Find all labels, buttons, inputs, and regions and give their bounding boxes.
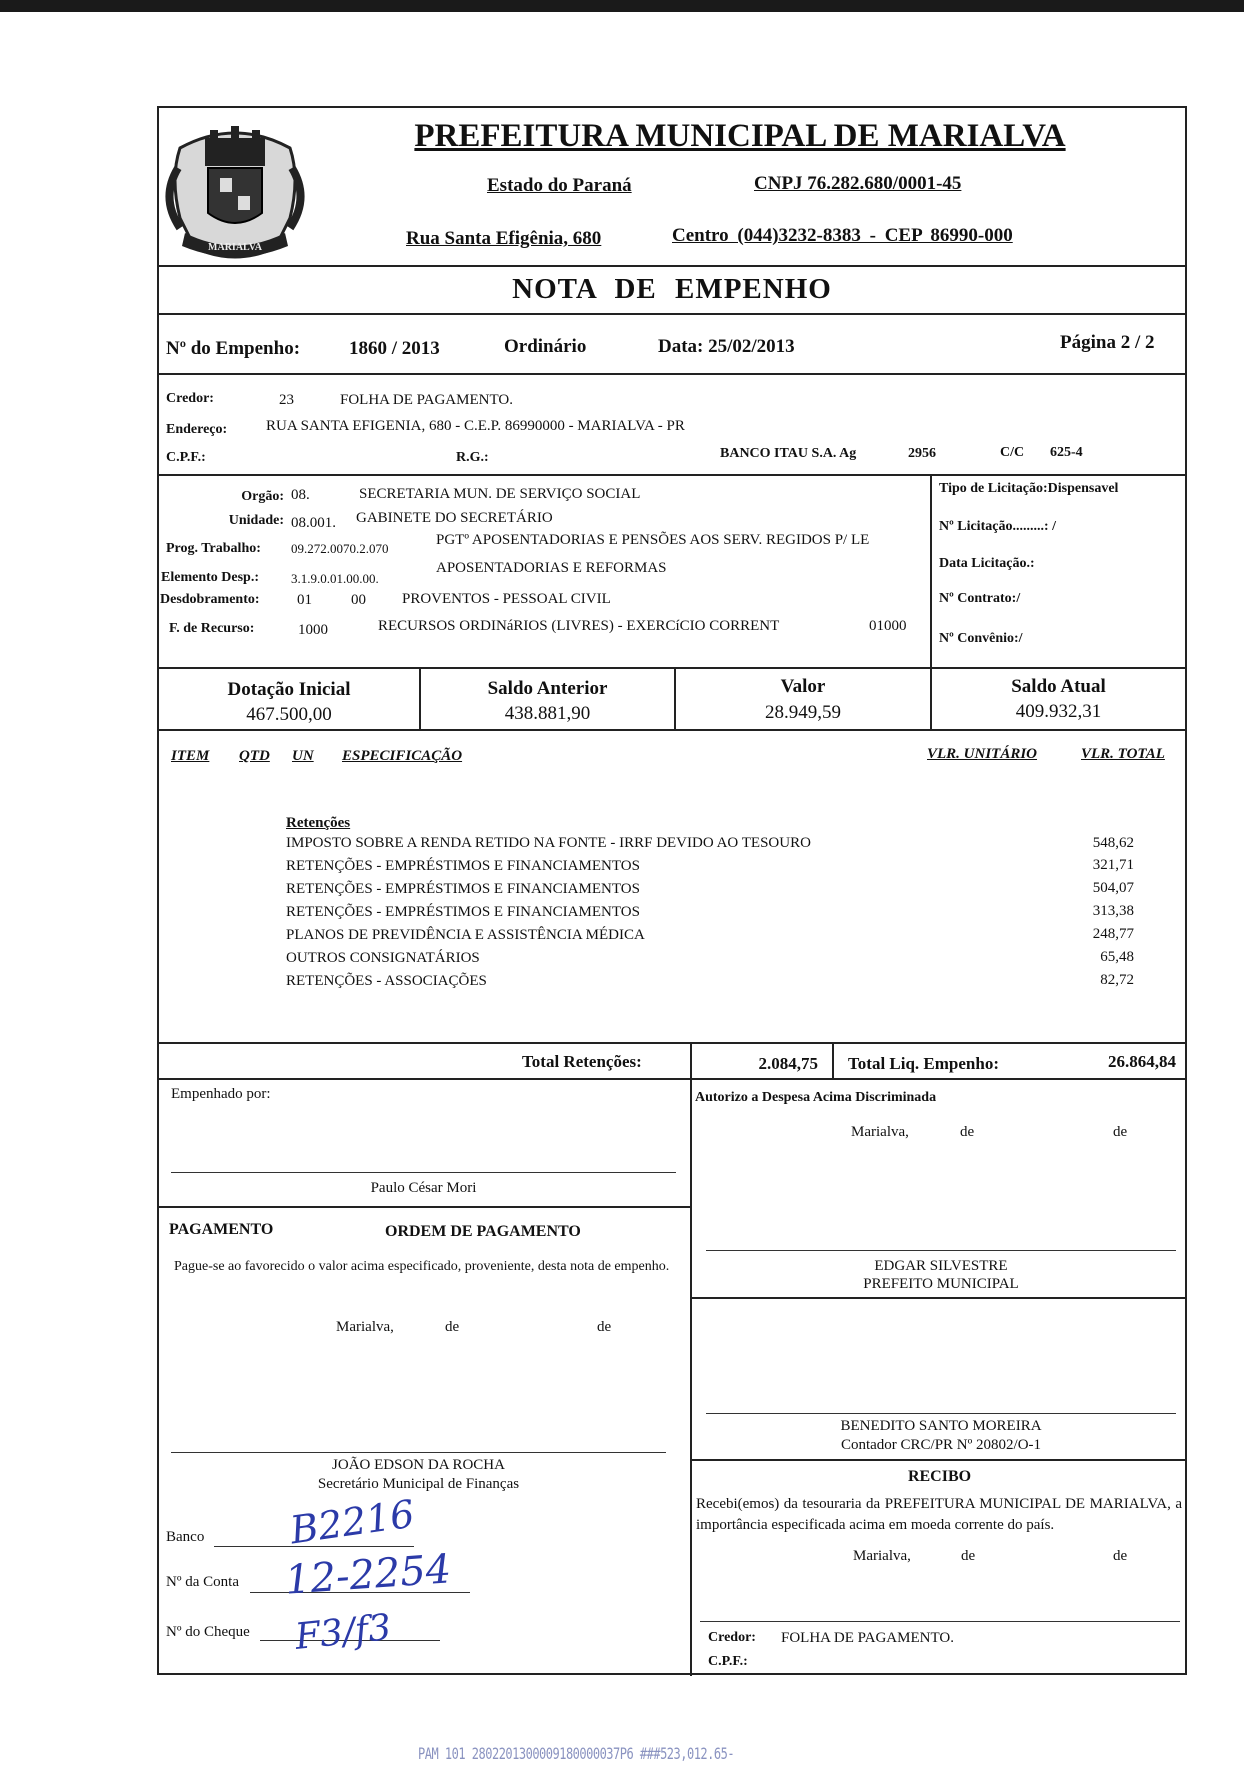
unidade-code: 08.001. — [291, 515, 336, 531]
pagamento-label: PAGAMENTO — [169, 1221, 274, 1238]
prefeito-title: PREFEITO MUNICIPAL — [863, 1276, 1019, 1292]
licitacao-convenio: Nº Convênio:/ — [939, 631, 1023, 646]
recibo-credor-name: FOLHA DE PAGAMENTO. — [781, 1630, 954, 1646]
desdobramento-label: Desdobramento: — [160, 592, 260, 607]
list-item: IMPOSTO SOBRE A RENDA RETIDO NA FONTE - IRRF DEVIDO AO TESOURO — [286, 835, 811, 851]
list-item-value: 321,71 — [1092, 857, 1134, 873]
recibo-title: RECIBO — [907, 1468, 972, 1485]
header-cnpj: CNPJ 76.282.680/0001-45 — [754, 173, 962, 194]
cpf-label: C.P.F.: — [166, 450, 206, 465]
page-number: Página 2 / 2 — [1060, 332, 1155, 353]
header-state: Estado do Paraná — [487, 175, 632, 196]
list-item-value: 313,38 — [1092, 903, 1134, 919]
secretario-name: JOÃO EDSON DA ROCHA — [332, 1457, 505, 1473]
empenho-type: Ordinário — [504, 336, 587, 357]
list-item: RETENÇÕES - EMPRÉSTIMOS E FINANCIAMENTOS — [286, 881, 640, 897]
orgao-code: 08. — [291, 487, 310, 503]
total-liquido-value: 26.864,84 — [1108, 1052, 1176, 1071]
saldo-atual-label: Saldo Atual — [1011, 676, 1106, 697]
list-item: RETENÇÕES - EMPRÉSTIMOS E FINANCIAMENTOS — [286, 858, 640, 874]
prog-desc: PGTº APOSENTADORIAS E PENSÕES AOS SERV. REGIDOS P/ LE — [436, 532, 870, 548]
prog-code: 09.272.0070.2.070 — [291, 541, 389, 556]
list-item-value: 548,62 — [1092, 835, 1134, 851]
recurso-desc: RECURSOS ORDINáRIOS (LIVRES) - EXERCíCIO CORRENT — [378, 618, 780, 634]
footer-code: PAM 101 2802201300009180000037P6 ###523,012.65- — [418, 1744, 735, 1764]
seal-text: MARIALVA — [208, 242, 262, 253]
rg-label: R.G.: — [456, 450, 489, 465]
autorizo-de1: de — [960, 1124, 975, 1140]
dotacao-label: Dotação Inicial — [227, 679, 351, 700]
list-item: RETENÇÕES - ASSOCIAÇÕES — [286, 973, 487, 989]
recurso-code: 1000 — [298, 622, 328, 638]
coat-of-arms-icon — [160, 108, 310, 268]
autorizo-text: Autorizo a Despesa Acima Discriminada — [695, 1090, 937, 1105]
col-especificacao: ESPECIFICAÇÃO — [342, 748, 463, 764]
credor-label: Credor: — [166, 391, 214, 406]
cc-label: C/C — [1000, 445, 1025, 460]
valor-label: Valor — [780, 676, 826, 697]
dotacao-value: 467.500,00 — [246, 704, 332, 725]
list-item: RETENÇÕES - EMPRÉSTIMOS E FINANCIAMENTOS — [286, 904, 640, 920]
empenho-label: Nº do Empenho: — [166, 338, 301, 359]
pagamento-text: Pague-se ao favorecido o valor acima especificado, proveniente, desta nota de empenho. — [174, 1259, 670, 1274]
saldo-atual-value: 409.932,31 — [1015, 701, 1102, 722]
col-un: UN — [292, 748, 314, 764]
retencoes-title: Retenções — [286, 815, 351, 831]
elemento-code: 3.1.9.0.01.00.00. — [291, 571, 379, 586]
saldo-anterior-label: Saldo Anterior — [487, 678, 608, 699]
secretario-title: Secretário Municipal de Finanças — [317, 1476, 520, 1492]
elemento-desc: APOSENTADORIAS E REFORMAS — [436, 560, 667, 576]
recibo-credor-label: Credor: — [708, 1630, 756, 1645]
cc-number: 625-4 — [1050, 445, 1083, 460]
banco-label: Banco — [166, 1529, 205, 1545]
licitacao-contrato: Nº Contrato:/ — [939, 591, 1021, 606]
header-address: Rua Santa Efigênia, 680 — [406, 228, 602, 249]
licitacao-data: Data Licitação.: — [939, 556, 1035, 571]
orgao-desc: SECRETARIA MUN. DE SERVIÇO SOCIAL — [359, 486, 641, 502]
contador-title: Contador CRC/PR Nº 20802/O-1 — [840, 1437, 1042, 1453]
list-item: OUTROS CONSIGNATÁRIOS — [286, 950, 480, 966]
total-liquido-label: Total Liq. Empenho: — [848, 1054, 999, 1073]
scan-edge — [0, 0, 1244, 12]
elemento-label: Elemento Desp.: — [161, 570, 259, 585]
conta-handwritten: 12-2254 — [283, 1546, 453, 1604]
ordem-pagamento-label: ORDEM DE PAGAMENTO — [385, 1223, 581, 1240]
recibo-cpf-label: C.P.F.: — [708, 1654, 748, 1669]
unidade-desc: GABINETE DO SECRETÁRIO — [356, 510, 553, 526]
pagamento-de1: de — [445, 1319, 460, 1335]
bank-agency: 2956 — [908, 446, 936, 461]
desdobramento-code2: 00 — [351, 592, 366, 608]
autorizo-place: Marialva, — [851, 1124, 909, 1140]
col-vlr-total: VLR. TOTAL — [1081, 746, 1165, 762]
desdobramento-code1: 01 — [297, 592, 312, 608]
cheque-label: Nº do Cheque — [166, 1624, 250, 1640]
endereco-label: Endereço: — [166, 422, 228, 437]
desdobramento-desc: PROVENTOS - PESSOAL CIVIL — [402, 591, 611, 607]
total-retencoes-value: 2.084,75 — [758, 1054, 818, 1073]
prefeito-name: EDGAR SILVESTRE — [874, 1258, 1008, 1274]
col-qtd: QTD — [239, 748, 270, 764]
pagamento-de2: de — [597, 1319, 612, 1335]
header-contact: Centro (044)3232-8383 - CEP 86990-000 — [672, 225, 1013, 246]
page-title: PREFEITURA MUNICIPAL DE MARIALVA — [414, 118, 1066, 154]
prog-label: Prog. Trabalho: — [166, 541, 261, 556]
credor-address: RUA SANTA EFIGENIA, 680 - C.E.P. 86990000 - MARIALVA - PR — [266, 418, 685, 434]
recibo-de1: de — [961, 1548, 976, 1564]
empenhado-label: Empenhado por: — [171, 1086, 271, 1102]
conta-label: Nº da Conta — [166, 1574, 239, 1590]
recibo-place: Marialva, — [853, 1548, 911, 1564]
autorizo-de2: de — [1113, 1124, 1128, 1140]
pagamento-place: Marialva, — [336, 1319, 394, 1335]
col-vlr-unitario: VLR. UNITÁRIO — [927, 746, 1038, 762]
bank-name: BANCO ITAU S.A. Ag — [720, 446, 857, 461]
licitacao-numero: Nº Licitação.........: / — [939, 519, 1056, 534]
list-item-value: 248,77 — [1092, 926, 1134, 942]
saldo-anterior-value: 438.881,90 — [504, 703, 591, 724]
empenhado-name: Paulo César Mori — [370, 1180, 477, 1196]
list-item-value: 82,72 — [1100, 972, 1134, 988]
recibo-de2: de — [1113, 1548, 1128, 1564]
list-item-value: 504,07 — [1092, 880, 1134, 896]
valor-value: 28.949,59 — [765, 702, 841, 723]
total-retencoes-label: Total Retenções: — [522, 1052, 642, 1071]
list-item: PLANOS DE PREVIDÊNCIA E ASSISTÊNCIA MÉDICA — [286, 927, 645, 943]
contador-name: BENEDITO SANTO MOREIRA — [840, 1418, 1042, 1434]
unidade-label: Unidade: — [228, 513, 284, 528]
banco-handwritten: B2216 — [287, 1491, 418, 1553]
recurso-label: F. de Recurso: — [169, 621, 255, 636]
recibo-text: Recebi(emos) da tesouraria da PREFEITURA MUNICIPAL DE MARIALVA, a importância especificada acima em moeda corrente do país. — [696, 1496, 1182, 1533]
col-item: ITEM — [171, 748, 210, 764]
list-item-value: 65,48 — [1100, 949, 1134, 965]
recurso-code2: 01000 — [869, 618, 907, 634]
licitacao-tipo: Tipo de Licitação:Dispensavel — [939, 481, 1119, 496]
credor-name: FOLHA DE PAGAMENTO. — [340, 392, 513, 408]
cheque-handwritten: F3/f3 — [293, 1607, 394, 1658]
orgao-label: Orgão: — [241, 489, 284, 504]
empenho-date: Data: 25/02/2013 — [658, 336, 795, 357]
credor-code: 23 — [279, 392, 294, 408]
empenho-number: 1860 / 2013 — [349, 338, 440, 359]
document-title: NOTA DE EMPENHO — [512, 273, 832, 305]
